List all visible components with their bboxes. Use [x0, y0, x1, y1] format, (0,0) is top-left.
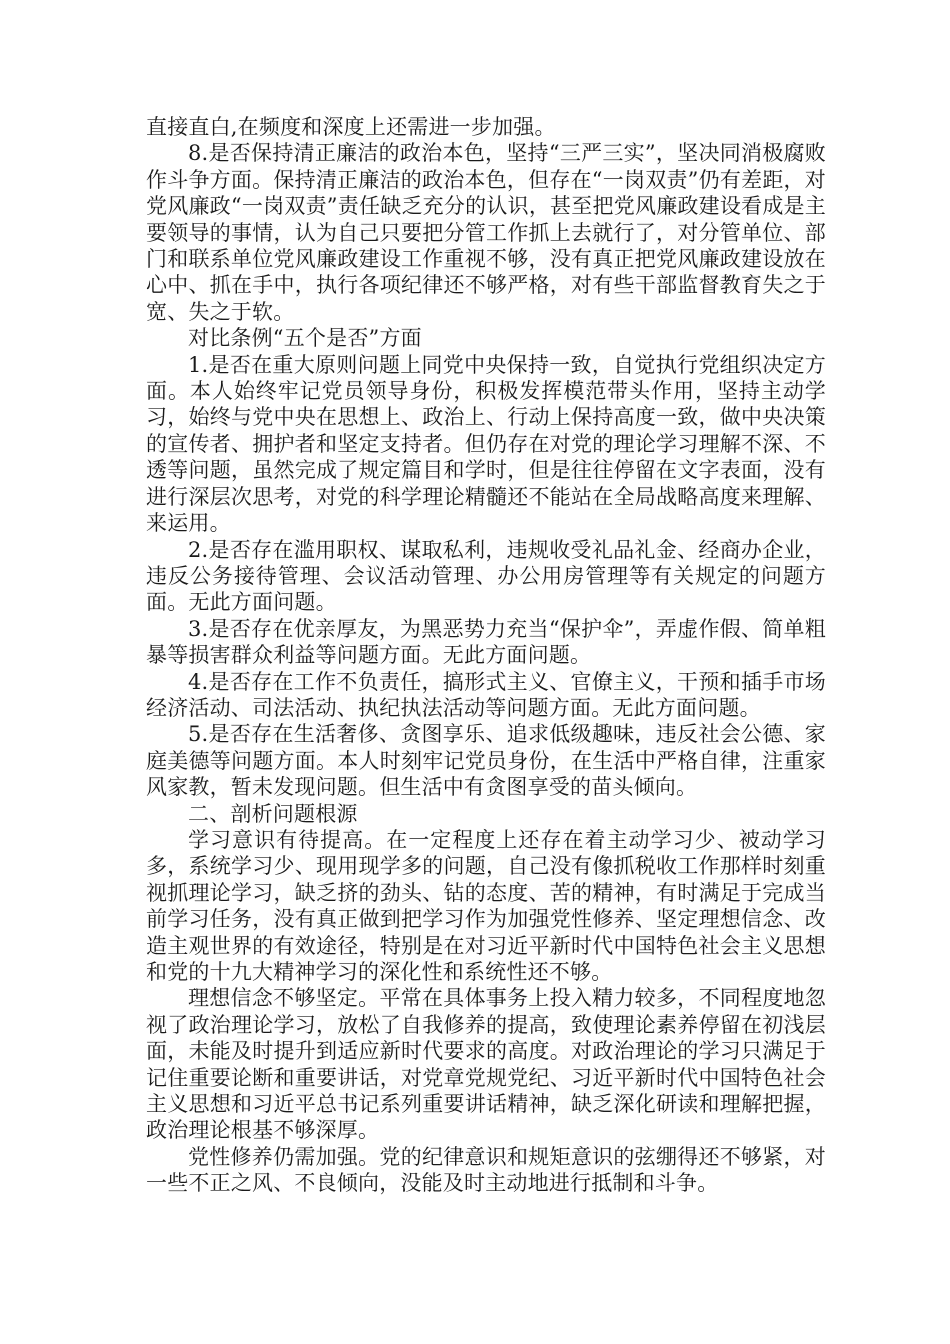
paragraph-party-spirit: 党性修养仍需加强。党的纪律意识和规矩意识的弦绷得还不够紧，对一些不正之风、不良倾向，没能及时主动地进行抵制和斗争。: [146, 1144, 826, 1196]
paragraph-item-2: 2.是否存在滥用职权、谋取私利，违规收受礼品礼金、经商办企业，违反公务接待管理、会议活动管理、办公用房管理等有关规定的问题方面。无此方面问题。: [146, 537, 826, 615]
paragraph-item-3: 3.是否存在优亲厚友，为黑恶势力充当“保护伞”，弄虚作假、简单粗暴等损害群众利益等问题方面。无此方面问题。: [146, 616, 826, 668]
paragraph-learning-awareness: 学习意识有待提高。在一定程度上还存在着主动学习少、被动学习多，系统学习少、现用现学多的问题，自己没有像抓税收工作那样时刻重视抓理论学习，缺乏挤的劲头、钻的态度、苦的精神，有时满足于完成当前学习任务，没有真正做到把学习作为加强党性修养、坚定理想信念、改造主观世界的有效途径，特别是在对习近平新时代中国特色社会主义思想和党的十九大精神学习的深化性和系统性还不够。: [146, 827, 826, 984]
paragraph-item-5: 5.是否存在生活奢侈、贪图享乐、追求低级趣味，违反社会公德、家庭美德等问题方面。本人时刻牢记党员身份，在生活中严格自律，注重家风家教，暂未发现问题。但生活中有贪图享受的苗头倾向。: [146, 722, 826, 800]
section-heading-root-causes: 二、剖析问题根源: [188, 801, 358, 826]
paragraph-continuation: 直接直白,在频度和深度上还需进一步加强。: [146, 115, 556, 139]
paragraph-ideals-belief: 理想信念不够坚定。平常在具体事务上投入精力较多，不同程度地忽视了政治理论学习，放松了自我修养的提高，致使理论素养停留在初浅层面，未能及时提升到适应新时代要求的高度。对政治理论的学习只满足于记住重要论断和重要讲话，对党章党规党纪、习近平新时代中国特色社会主义思想和习近平总书记系列重要讲话精神，缺乏深化研读和理解把握，政治理论根基不够深厚。: [146, 986, 826, 1143]
paragraph-item-8: 8.是否保持清正廉洁的政治本色，坚持“三严三实”，坚决同消极腐败作斗争方面。保持清正廉洁的政治本色，但存在“一岗双责”仍有差距，对党风廉政“一岗双责”责任缺乏充分的认识，甚至把党风廉政建设看成是主要领导的事情，认为自己只要把分管工作抓上去就行了，对分管单位、部门和联系单位党风廉政建设工作重视不够，没有真正把党风廉政建设放在心中、抓在手中，执行各项纪律还不够严格，对有些干部监督教育失之于宽、失之于软。: [146, 141, 826, 324]
paragraph-item-4: 4.是否存在工作不负责任，搞形式主义、官僚主义，干预和插手市场经济活动、司法活动、执纪执法活动等问题方面。无此方面问题。: [146, 669, 826, 720]
document-body: [146, 114, 826, 1197]
section-heading-five-whether: 对比条例“五个是否”方面: [188, 326, 422, 351]
paragraph-item-1: 1.是否在重大原则问题上同党中央保持一致，自觉执行党组织决定方面。本人始终牢记党员领导身份，积极发挥模范带头作用，坚持主动学习，始终与党中央在思想上、政治上、行动上保持高度一致，做中央决策的宣传者、拥护者和坚定支持者。但仍存在对党的理论学习理解不深、不透等问题，虽然完成了规定篇目和学时，但是往往停留在文字表面，没有进行深层次思考，对党的科学理论精髓还不能站在全局战略高度来理解、来运用。: [146, 352, 826, 536]
